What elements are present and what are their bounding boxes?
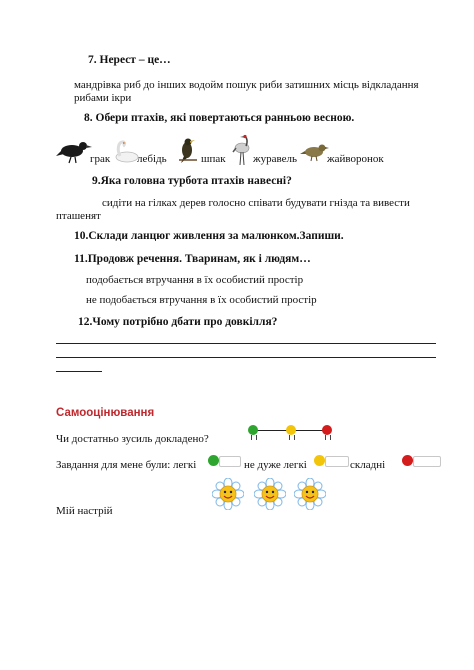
q8-title: 8. Обери птахів, які повертаються ранньою весною. (84, 112, 355, 124)
not-easy-label: не дуже легкі (244, 459, 307, 471)
hard-red-dot[interactable] (402, 455, 413, 466)
q11-option2: не подобається втручання в їх особистий простір (86, 294, 317, 306)
q10-title: 10.Склади ланцюг живлення за малюнком.Запиши. (74, 230, 344, 242)
q9-title: 9.Яка головна турбота птахів навесні? (92, 175, 292, 187)
starling-image (175, 136, 199, 164)
skylark-image (300, 140, 330, 162)
easy-checkbox[interactable] (219, 456, 241, 467)
bird-label-starling: шпак (201, 153, 226, 165)
mood-label: Мій настрій (56, 505, 113, 517)
not-easy-checkbox[interactable] (325, 456, 349, 467)
smiley-flower-icon[interactable] (212, 478, 244, 510)
answer-line-1[interactable] (56, 343, 436, 344)
bird-label-skylark: жайворонок (327, 153, 384, 165)
q12-title: 12.Чому потрібно дбати про довкілля? (78, 316, 278, 328)
q9-answer-line2: пташенят (56, 210, 101, 222)
effort-green-dot[interactable] (248, 425, 258, 435)
effort-tick-green (251, 435, 257, 440)
bird-label-rook: грак (90, 153, 111, 165)
rook-image (56, 138, 92, 164)
crane-image (230, 134, 254, 166)
smiley-flower-icon[interactable] (294, 478, 326, 510)
effort-question: Чи достатньо зусиль докладено? (56, 433, 209, 445)
smiley-flower-icon[interactable] (254, 478, 286, 510)
hard-label: складні (350, 459, 386, 471)
q9-answer-line1: сидіти на гілках дерев голосно співати будувати гнізда та вивести (102, 197, 410, 209)
q7-answer-line1: мандрівка риб до інших водойм пошук риби затишних місць відкладання (74, 79, 419, 91)
q11-title: 11.Продовж речення. Тваринам, як і людям… (74, 253, 311, 265)
self-assessment-title: Самооцінювання (56, 407, 155, 419)
effort-tick-yellow (289, 435, 295, 440)
easy-green-dot[interactable] (208, 455, 219, 466)
bird-label-crane: журавель (253, 153, 297, 165)
hard-checkbox[interactable] (413, 456, 441, 467)
tasks-prefix: Завдання для мене були: легкі (56, 459, 197, 471)
q11-option1: подобається втручання в їх особистий простір (86, 274, 304, 286)
q7-title: 7. Нерест – це… (88, 54, 171, 66)
effort-yellow-dot[interactable] (286, 425, 296, 435)
effort-red-dot[interactable] (322, 425, 332, 435)
bird-label-swan: лебідь (137, 153, 167, 165)
q7-answer-line2: рибами ікри (74, 92, 132, 104)
swan-image (112, 138, 140, 164)
answer-line-2[interactable] (56, 357, 436, 358)
effort-tick-red (325, 435, 331, 440)
not-easy-yellow-dot[interactable] (314, 455, 325, 466)
answer-line-3[interactable] (56, 371, 102, 372)
